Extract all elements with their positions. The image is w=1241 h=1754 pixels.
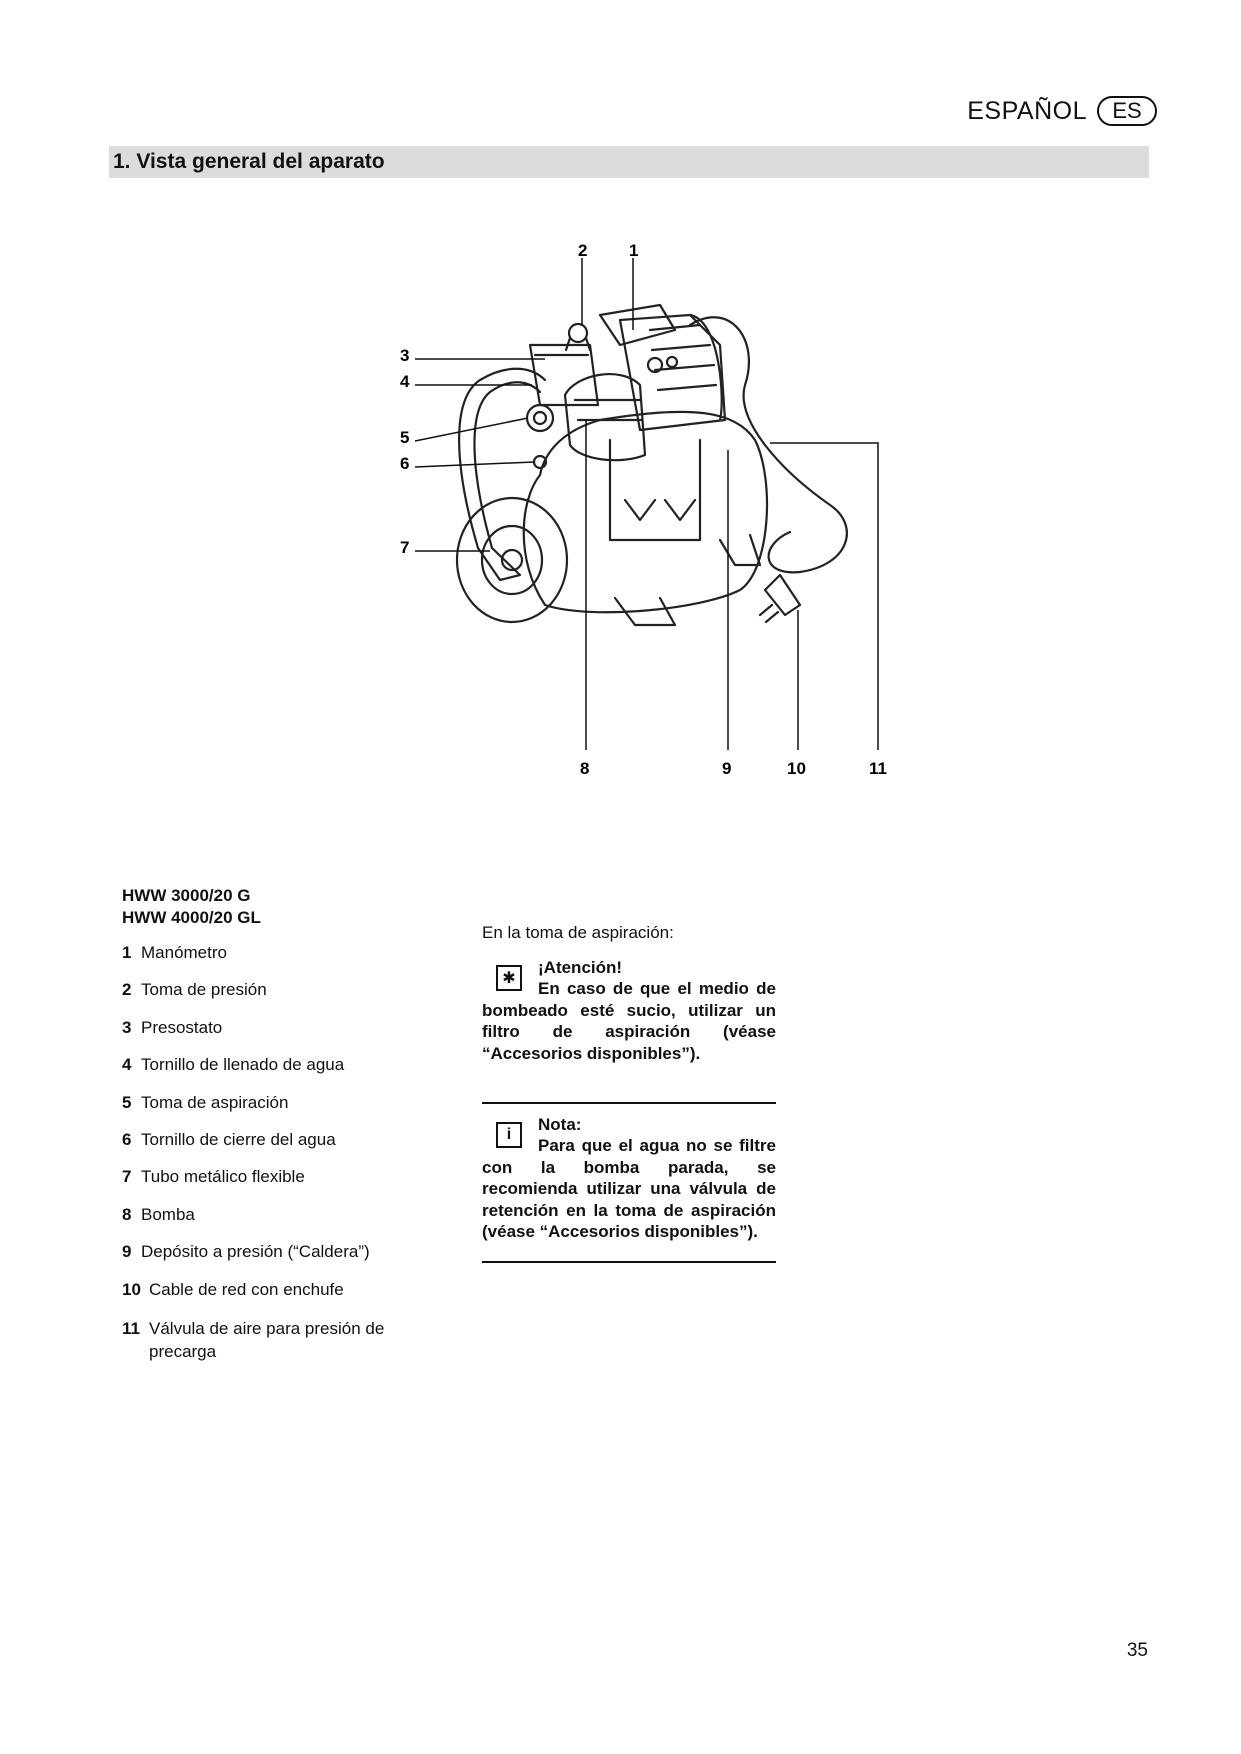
parts-list-item (122, 1205, 422, 1242)
part-number: 9 (122, 1242, 132, 1262)
attention-title: ¡Atención! (538, 958, 623, 977)
callout-9: 9 (722, 759, 732, 778)
parts-list-item (122, 1317, 422, 1363)
page-number: 35 (1126, 1640, 1148, 1661)
divider (482, 1102, 776, 1104)
parts-list-item (122, 1167, 422, 1204)
parts-list-item (122, 1280, 422, 1317)
parts-list-item (122, 1018, 422, 1055)
model-name: HWW 4000/20 GL (122, 908, 261, 927)
divider (482, 1261, 776, 1263)
part-label: Cable de red con enchufe (149, 1279, 344, 1299)
part-number: 4 (122, 1055, 132, 1075)
part-number: 1 (122, 943, 132, 962)
callout-5: 5 (400, 428, 410, 447)
callout-6: 6 (400, 454, 410, 473)
note-title: Nota: (538, 1115, 582, 1134)
note-box (482, 1114, 776, 1243)
callout-leaders (415, 258, 878, 750)
warning-icon: ✱ (496, 965, 522, 991)
suction-intro: En la toma de aspiración: (482, 923, 674, 942)
language-code-badge: ES (1097, 96, 1157, 126)
section-title: 1. Vista general del aparato (113, 150, 385, 173)
attention-body: En caso de que el medio de bombeado esté sucio, utilizar un filtro de aspiración (véase “Accesorios disponibles”). (482, 979, 776, 1063)
info-icon: i (496, 1122, 522, 1148)
callout-3: 3 (400, 346, 410, 365)
language-label: ESPAÑOL (967, 96, 1087, 125)
note-body: Para que el agua no se filtre con la bomba parada, se recomienda utilizar una válvula de retención en la toma de aspiración (véase “Accesorios disponibles”). (482, 1136, 776, 1241)
parts-list-item (122, 1055, 422, 1092)
part-label: Bomba (141, 1204, 195, 1224)
pump-diagram (0, 0, 1241, 860)
parts-list (122, 943, 422, 1363)
part-number: 8 (122, 1204, 132, 1224)
part-label: Tornillo de llenado de agua (141, 1055, 345, 1075)
parts-list-item (122, 1130, 422, 1167)
callout-numbers (400, 241, 887, 778)
part-number: 2 (122, 980, 132, 1000)
part-label: Presostato (141, 1017, 223, 1037)
part-label: Manómetro (141, 943, 227, 962)
part-label: Depósito a presión (“Caldera”) (141, 1242, 370, 1262)
pump-illustration (457, 305, 847, 625)
parts-list-item (122, 1093, 422, 1130)
part-label: Tornillo de cierre del agua (141, 1129, 336, 1149)
part-number: 6 (122, 1129, 132, 1149)
part-number: 5 (122, 1092, 132, 1112)
callout-7: 7 (400, 538, 410, 557)
part-number: 10 (122, 1279, 141, 1299)
callout-11: 11 (869, 759, 887, 778)
callout-2: 2 (578, 241, 588, 260)
part-label: Tubo metálico flexible (141, 1167, 305, 1187)
callout-10: 10 (787, 759, 806, 778)
parts-list-item (122, 943, 422, 980)
callout-4: 4 (400, 372, 410, 391)
part-number: 11 (122, 1318, 140, 1338)
part-label: Toma de aspiración (141, 1092, 289, 1112)
part-label: Toma de presión (141, 980, 267, 1000)
model-designations (122, 885, 261, 929)
attention-box (482, 957, 776, 1064)
parts-list-item (122, 980, 422, 1017)
callout-8: 8 (580, 759, 590, 778)
part-number: 7 (122, 1167, 132, 1187)
part-label: Válvula de aire para presión de precarga (149, 1318, 385, 1361)
suction-notes (482, 923, 776, 1263)
parts-list-item (122, 1242, 422, 1279)
callout-1: 1 (629, 241, 639, 260)
model-name: HWW 3000/20 G (122, 886, 251, 905)
part-number: 3 (122, 1017, 132, 1037)
